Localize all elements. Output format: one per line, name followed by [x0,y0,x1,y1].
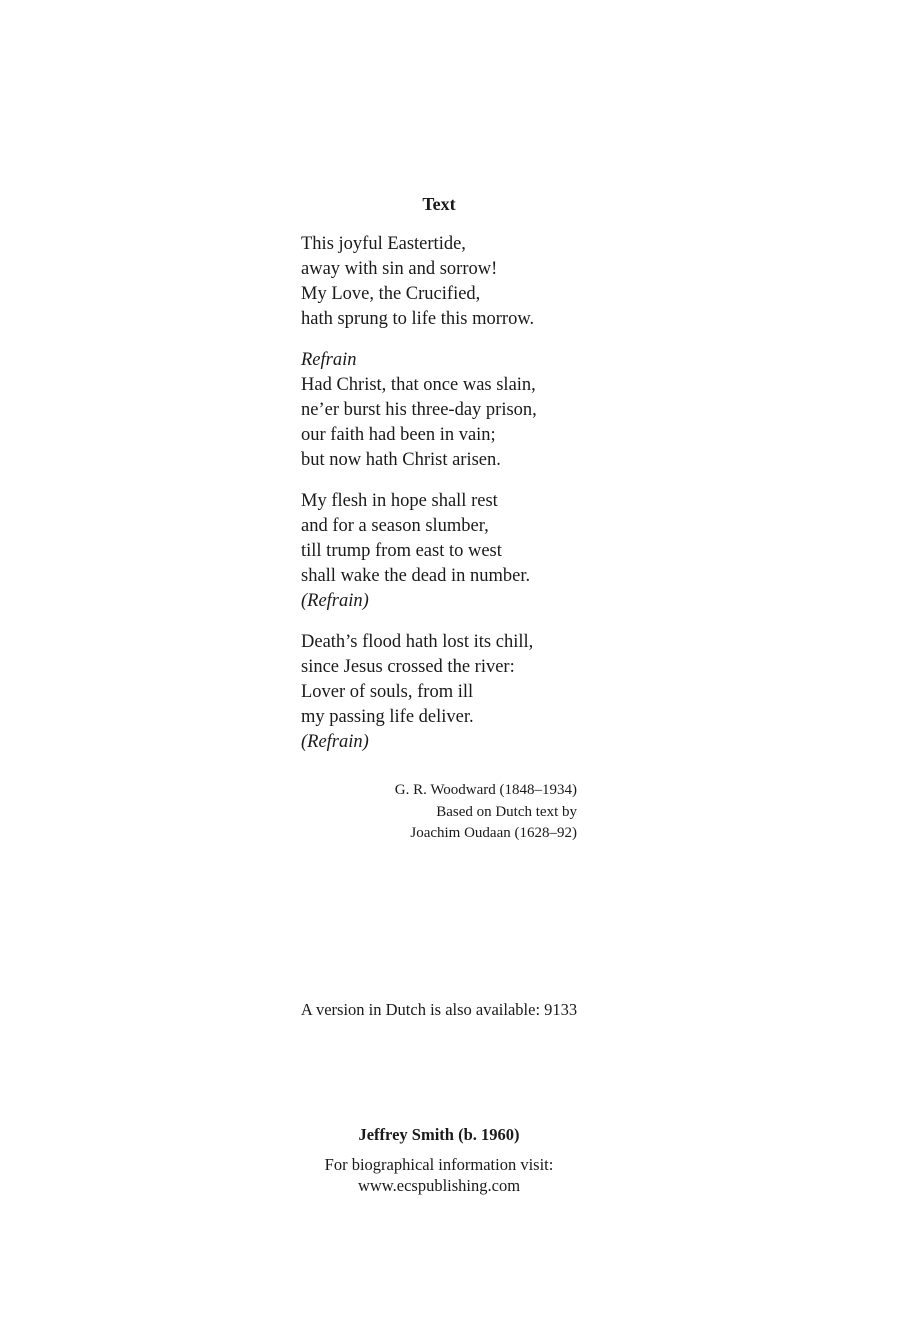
poem-line: This joyful Eastertide, [301,234,466,254]
stanza-refrain [301,348,681,473]
stanza-1 [301,232,681,332]
stanza-3 [301,630,681,755]
poem-line: till trump from east to west [301,541,502,561]
text-heading: Text [422,194,456,214]
composer-name: Jeffrey Smith (b. 1960) [358,1125,520,1144]
poem-line: Death’s flood hath lost its chill, [301,632,534,652]
refrain-marker: (Refrain) [301,591,369,611]
poem-line: ne’er burst his three-day prison, [301,400,537,420]
poem-line: My Love, the Crucified, [301,284,481,304]
poem-line: away with sin and sorrow! [301,259,498,279]
refrain-marker: (Refrain) [301,732,369,752]
bio-line: For biographical information visit: [324,1155,554,1174]
poem-line: Lover of souls, from ill [301,682,474,702]
poem-line: our faith had been in vain; [301,425,496,445]
poem-line: My flesh in hope shall rest [301,491,498,511]
website-link[interactable]: www.ecspublishing.com [357,1176,521,1195]
poem-line: and for a season slumber, [301,516,489,536]
poem-line: shall wake the dead in number. [301,566,531,586]
text-attribution [300,780,577,845]
biography-info [0,1154,878,1196]
poem-text [301,232,681,771]
attribution-line: G. R. Woodward (1848–1934) [394,782,577,798]
refrain-label: Refrain [301,350,357,370]
poem-line: hath sprung to life this morrow. [301,309,535,329]
stanza-2 [301,489,681,614]
poem-line: Had Christ, that once was slain, [301,375,536,395]
poem-line: since Jesus crossed the river: [301,657,515,677]
attribution-line: Joachim Oudaan (1628–92) [410,825,577,841]
poem-line: but now hath Christ arisen. [301,450,501,470]
dutch-version-note: A version in Dutch is also available: 9133 [300,1000,578,1019]
poem-line: my passing life deliver. [301,707,474,727]
attribution-line: Based on Dutch text by [436,803,577,820]
